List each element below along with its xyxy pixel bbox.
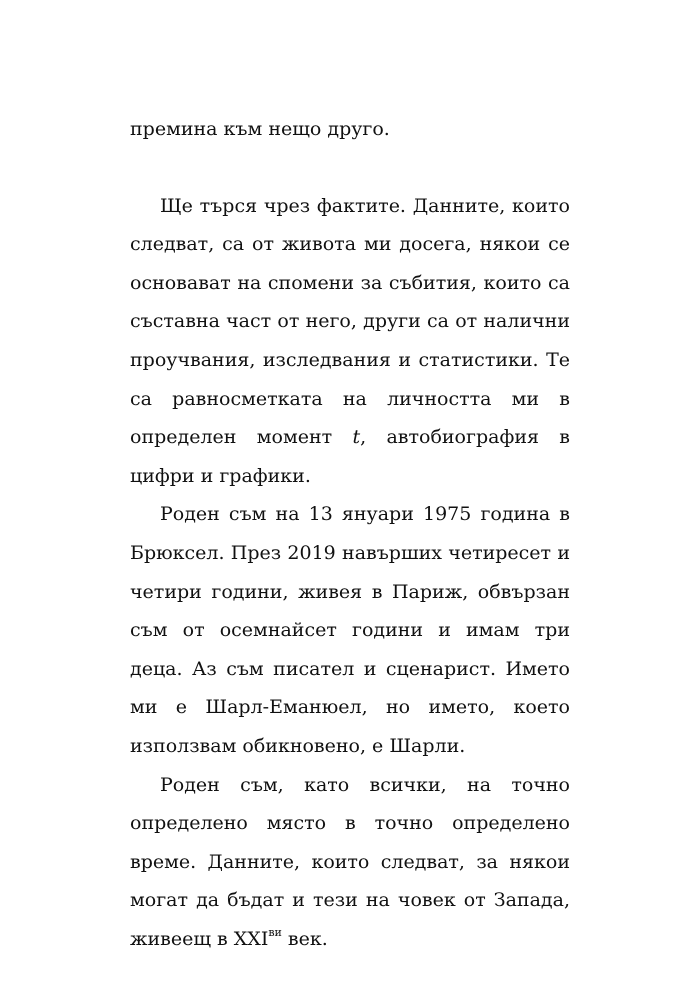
page-text-body — [130, 110, 570, 958]
paragraph-facts — [130, 187, 570, 496]
paragraph-continuation — [130, 110, 570, 149]
paragraph-text: Роден съм, като всички, на точно определено място в точно определено време. Данните, които следват, за някои могат да бъдат и тези на човек от Запада, живеещ в — [130, 773, 570, 950]
paragraph-text: , автобиография в цифри и графики. — [130, 426, 570, 487]
century-numeral: XXI — [233, 927, 269, 950]
paragraph-text: век. — [281, 927, 328, 950]
paragraph-birth — [130, 495, 570, 765]
century-suffix: ви — [268, 925, 282, 939]
variable-t: t — [352, 426, 361, 449]
paragraph-text: Ще търся чрез фактите. Данните, които следват, са от живота ми досега, някои се основават на спомени за събития, които са съставна част от него, други са от налични проучвания, изследвания и статистики. Те са равносметката на личността ми в определен момент — [130, 194, 570, 449]
paragraph-west — [130, 766, 570, 959]
paragraph-text: Роден съм на 13 януари 1975 година в Брюксел. През 2019 навърших четиресет и четири години, живея в Париж, обвързан съм от осемнайсет години и имам три деца. Аз съм писател и сценарист. Името ми е Шарл-Еманюел, но името, което използвам обикновено, е Шарли. — [130, 503, 570, 757]
paragraph-text: премина към нещо друго. — [130, 118, 390, 140]
